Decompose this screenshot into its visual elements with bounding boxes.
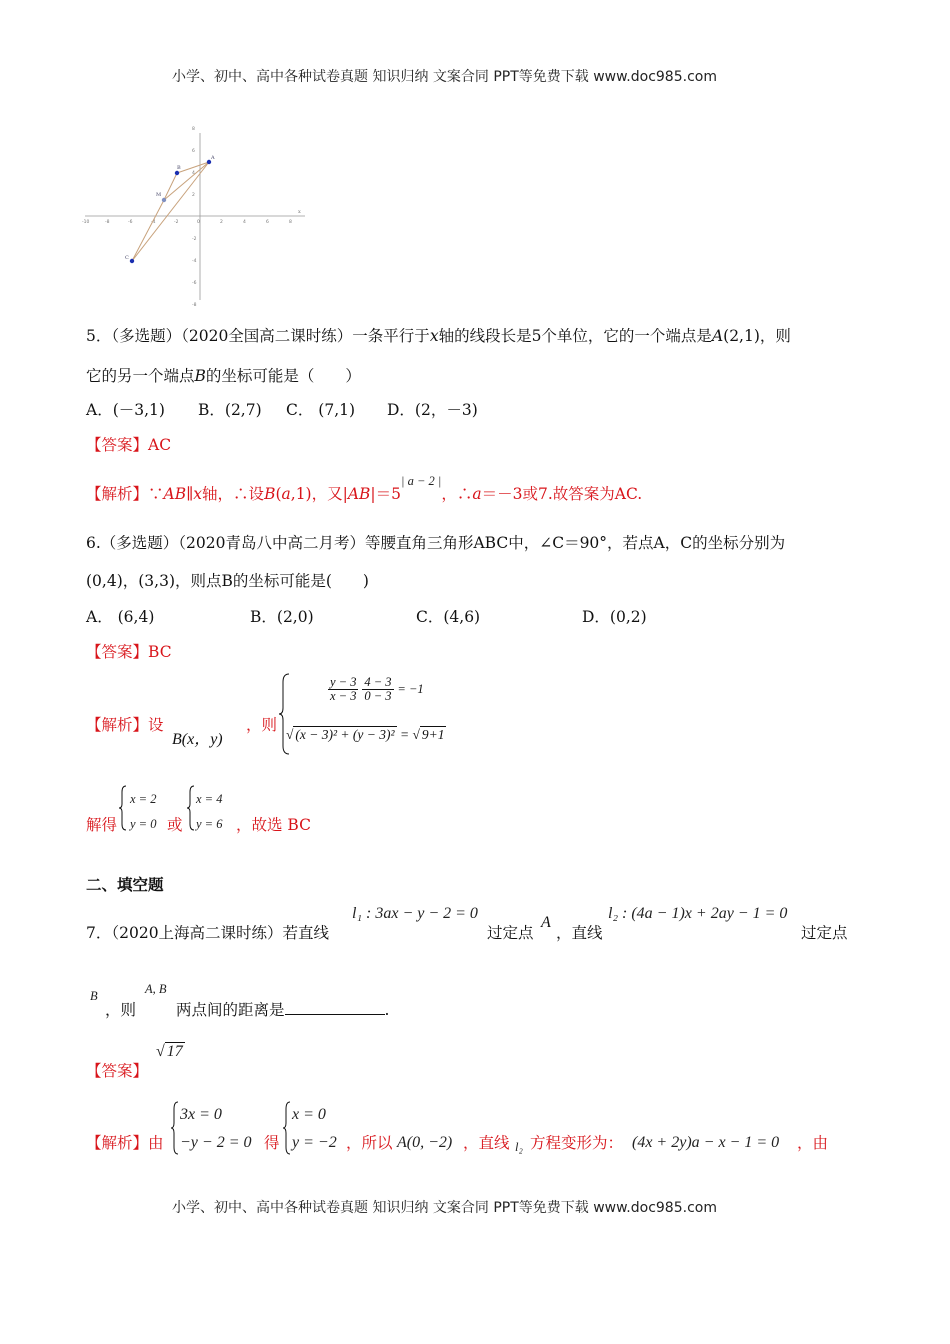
q7-result: x = 0 y = −2 (292, 1106, 337, 1151)
point-c (130, 259, 134, 263)
q7-get: 得 (264, 1134, 280, 1152)
y-tick-label: -4 (192, 259, 197, 264)
answer-blank[interactable] (285, 1000, 385, 1015)
q5-option-d: D．(2，－3) (387, 401, 478, 419)
q7-transform: 方程变形为： (530, 1134, 624, 1152)
x-tick-label: 4 (243, 220, 246, 225)
q5-answer: 【答案】AC (86, 436, 172, 454)
q7-l2-symbol: l₂ (515, 1140, 523, 1154)
x-tick-label: 8 (289, 220, 292, 225)
q6-conclusion: ，故选 BC (236, 816, 311, 834)
section-title: 二、填空题 (86, 875, 164, 894)
q6-system-brace (278, 672, 292, 756)
q5-option-a: A．(－3,1) (86, 401, 165, 419)
q7-stem-d: 过定点 (801, 924, 848, 942)
q6-system-eq1: $\frac{y - 3}{x - 3}$ $\frac{4 - 3}{0 - 3}$ = −1 (330, 675, 424, 703)
q6-stem-line2: (0,4)，(3,3)，则点B的坐标可能是( ) (86, 572, 369, 590)
q7-stem-b: 过定点 (487, 924, 534, 942)
x-tick-label: 0 (197, 220, 200, 225)
page-header: 小学、初中、高中各种试卷真题 知识归纳 文案合同 PPT等免费下载 www.doc985.com (172, 69, 717, 85)
q7-stem-c: ，直线 (556, 924, 603, 942)
q7-line-l1: l₁ : 3ax − y − 2 = 0 (352, 905, 478, 922)
y-tick-label: 4 (192, 171, 195, 176)
label-a: A (211, 155, 215, 161)
q6-then: ，则 (246, 716, 278, 734)
q7-sys-brace (170, 1100, 180, 1156)
q7-end: ，由 (797, 1134, 829, 1152)
q5-option-c: C． (7,1) (286, 401, 356, 419)
q6-solution-2: x = 4 y = 6 (196, 792, 223, 831)
q5-stem-line1: 5．（多选题）（2020全国高二课时练）一条平行于x轴的线段长是5个单位，它的一个端点是A(2,1)，则 (86, 327, 791, 345)
q6-analysis-label: 【解析】设 (86, 716, 164, 734)
x-tick-label: -2 (174, 220, 179, 225)
q5-analysis: 【解析】∵AB∥x轴，∴设B(a,1)，又$|AB|=5^{| a - 2 |}$，∴a＝－3或7.故答案为AC. (86, 474, 643, 503)
q7-answer-label: 【答案】 (86, 1062, 149, 1080)
segment-ca (132, 162, 209, 261)
x-tick-label: -4 (151, 220, 156, 225)
y-tick-label: -2 (192, 237, 197, 242)
q7-point-a-coord: A(0, −2) (397, 1134, 453, 1151)
y-tick-label: 6 (192, 149, 195, 154)
q6-answer: 【答案】BC (86, 643, 172, 661)
q7-stem-a: 7．（2020上海高二课时练）若直线 (86, 924, 330, 942)
q7-line-l2: l₂ : (4a − 1)x + 2ay − 1 = 0 (608, 905, 788, 922)
q6-option-b: B．(2,0) (250, 608, 314, 626)
q5-stem-line2: 它的另一个端点B的坐标可能是（ ） (86, 367, 361, 385)
q5-option-b: B．(2,7) (198, 401, 262, 419)
q7-point-b: B (90, 989, 98, 1003)
y-tick-label: 2 (192, 193, 195, 198)
q6-sol2-brace (186, 784, 196, 832)
coordinate-figure (82, 127, 310, 308)
q7-system: 3x = 0 −y − 2 = 0 (180, 1106, 252, 1151)
q6-stem-line1: 6.（多选题）（2020青岛八中高二月考）等腰直角三角形ABC中，∠C＝90°，若点A，C的坐标分别为 (86, 534, 786, 552)
page-footer: 小学、初中、高中各种试卷真题 知识归纳 文案合同 PPT等免费下载 www.doc985.com (172, 1200, 717, 1216)
q6-system-eq2: √ (x − 3)² + (y − 3)² = √ 9+1 (286, 727, 445, 742)
q7-point-a: A (541, 914, 551, 931)
q7-stem-e: ，则 (105, 1001, 137, 1019)
label-c: C (125, 255, 129, 261)
segment-ma (164, 162, 209, 200)
q6-option-a: A． (6,4) (86, 608, 155, 626)
point-b (175, 171, 179, 175)
y-tick-label: -8 (192, 303, 197, 308)
q7-points-ab: A, B (145, 982, 167, 996)
label-m: M (156, 192, 162, 198)
x-tick-label: 2 (220, 220, 223, 225)
x-tick-label: -10 (82, 220, 90, 225)
x-tick-label: -8 (105, 220, 110, 225)
x-tick-label: -6 (128, 220, 133, 225)
q7-res-brace (282, 1100, 292, 1156)
q6-solve-label: 解得 (86, 816, 118, 834)
q6-solution-1: x = 2 y = 0 (130, 792, 157, 831)
q7-stem-f: 两点间的距离是 . (176, 1001, 390, 1019)
q7-so: ，所以 (346, 1134, 393, 1152)
q7-answer-value: √ 17 (156, 1043, 183, 1060)
y-tick-label: -6 (192, 281, 197, 286)
q7-line-text: ，直线 (463, 1134, 510, 1152)
segment-mb (164, 173, 177, 200)
segment-cm (132, 200, 164, 261)
q6-option-d: D．(0,2) (582, 608, 647, 626)
q6-or: 或 (167, 816, 183, 834)
label-b: B (177, 165, 181, 171)
q7-analysis-label: 【解析】由 (86, 1134, 164, 1152)
q6-point-b: B(x，y) (172, 731, 223, 748)
q6-sol1-brace (118, 784, 128, 832)
x-tick-label: 6 (266, 220, 269, 225)
x-axis-label: x (298, 209, 301, 215)
q7-transformed-eq: (4x + 2y)a − x − 1 = 0 (632, 1134, 780, 1151)
q6-option-c: C．(4,6) (416, 608, 481, 626)
y-tick-label: 8 (192, 127, 195, 132)
point-m (162, 198, 166, 202)
